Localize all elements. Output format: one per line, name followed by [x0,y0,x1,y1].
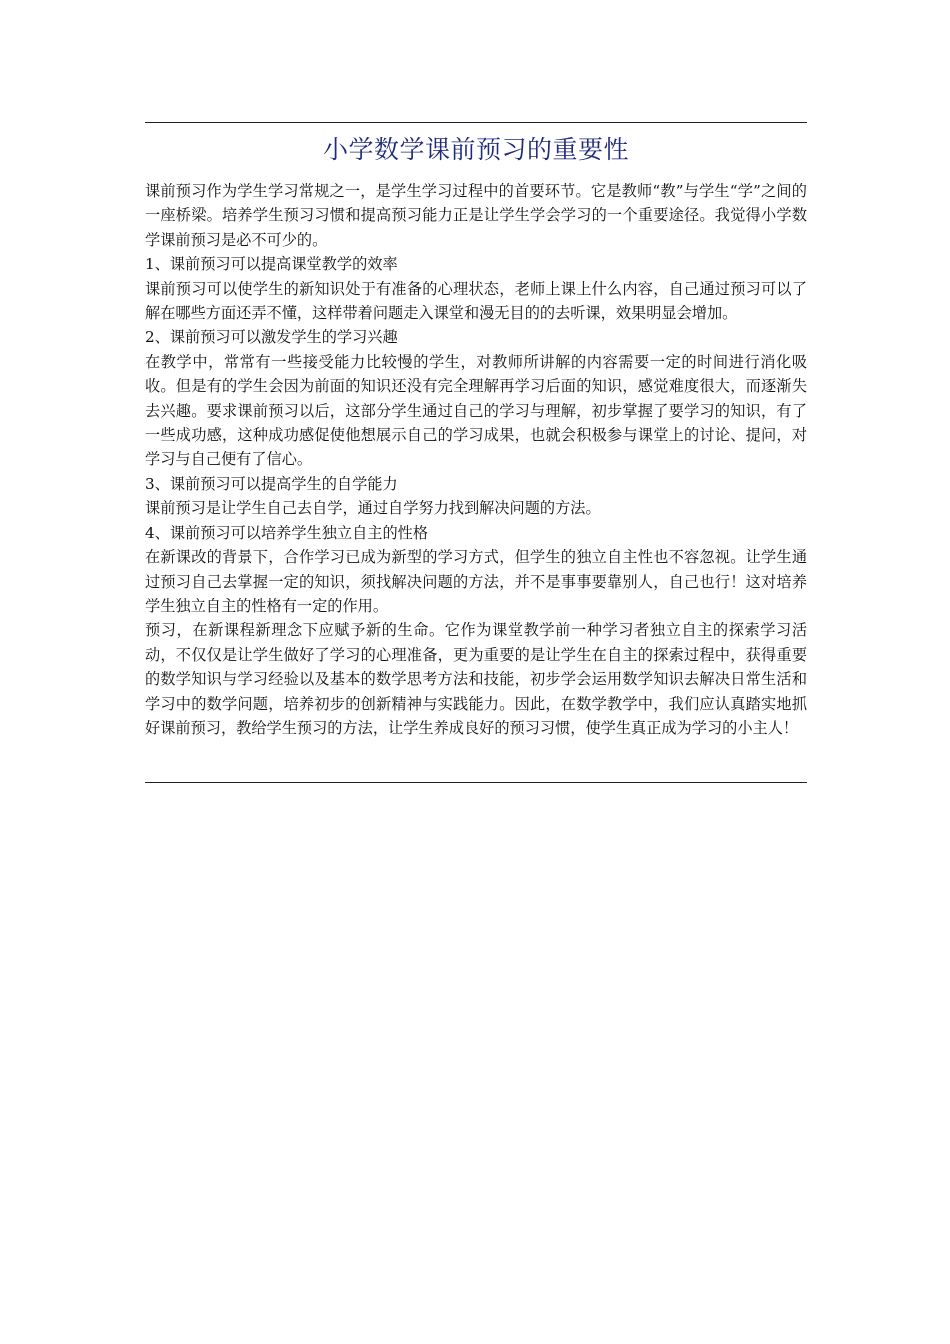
section-paragraph-3: 课前预习是让学生自己去自学，通过自学努力找到解决问题的方法。 [145,499,601,518]
section-paragraph-1: 课前预习可以使学生的新知识处于有准备的心理状态，老师上课上什么内容，自己通过预习可以了解在哪些方面还弄不懂，这样带着问题走入课堂和漫无目的的去听课，效果明显会增加。 [145,279,807,323]
section-heading-3: 3、课前预习可以提高学生的自学能力 [145,474,398,493]
intro-paragraph: 课前预习作为学生学习常规之一，是学生学习过程中的首要环节。它是教师“教”与学生“学”之间的一座桥梁。培养学生预习习惯和提高预习能力正是让学生学会学习的一个重要途径。我觉得小学数学课前预习是必不可少的。 [145,182,807,249]
conclusion-paragraph: 预习，在新课程新理念下应赋予新的生命。它作为课堂教学前一种学习者独立自主的探索学习活动，不仅仅是让学生做好了学习的心理准备，更为重要的是让学生在自主的探索过程中，获得重要的数学知识与学习经验以及基本的数学思考方法和技能，初步学会运用数学知识去解决日常生活和学习中的数学问题，培养初步的创新精神与实践能力。因此，在数学教学中，我们应认真踏实地抓好课前预习，教给学生预习的方法，让学生养成良好的预习习惯，使学生真正成为学习的小主人！ [145,621,807,737]
bottom-rule [145,782,807,783]
section-heading-1: 1、课前预习可以提高课堂教学的效率 [145,255,398,274]
section-paragraph-4: 在新课改的背景下，合作学习已成为新型的学习方式，但学生的独立自主性也不容忽视。让学生通过预习自己去掌握一定的知识，须找解决问题的方法，并不是事事要靠别人，自己也行！这对培养学生独立自主的性格有一定的作用。 [145,548,807,615]
document-body [145,179,807,740]
section-heading-4: 4、课前预习可以培养学生独立自主的性格 [145,523,429,542]
section-heading-2: 2、课前预习可以激发学生的学习兴趣 [145,328,398,347]
document-title: 小学数学课前预习的重要性 [322,135,629,164]
section-paragraph-2: 在教学中，常常有一些接受能力比较慢的学生，对教师所讲解的内容需要一定的时间进行消化吸收。但是有的学生会因为前面的知识还没有完全理解再学习后面的知识，感觉难度很大，而逐渐失去兴趣。要求课前预习以后，这部分学生通过自己的学习与理解，初步掌握了要学习的知识，有了一些成功感，这种成功感促使他想展示自己的学习成果，也就会积极参与课堂上的讨论、提问，对学习与自己便有了信心。 [145,352,807,469]
top-rule [145,122,807,123]
document-page [145,122,807,783]
